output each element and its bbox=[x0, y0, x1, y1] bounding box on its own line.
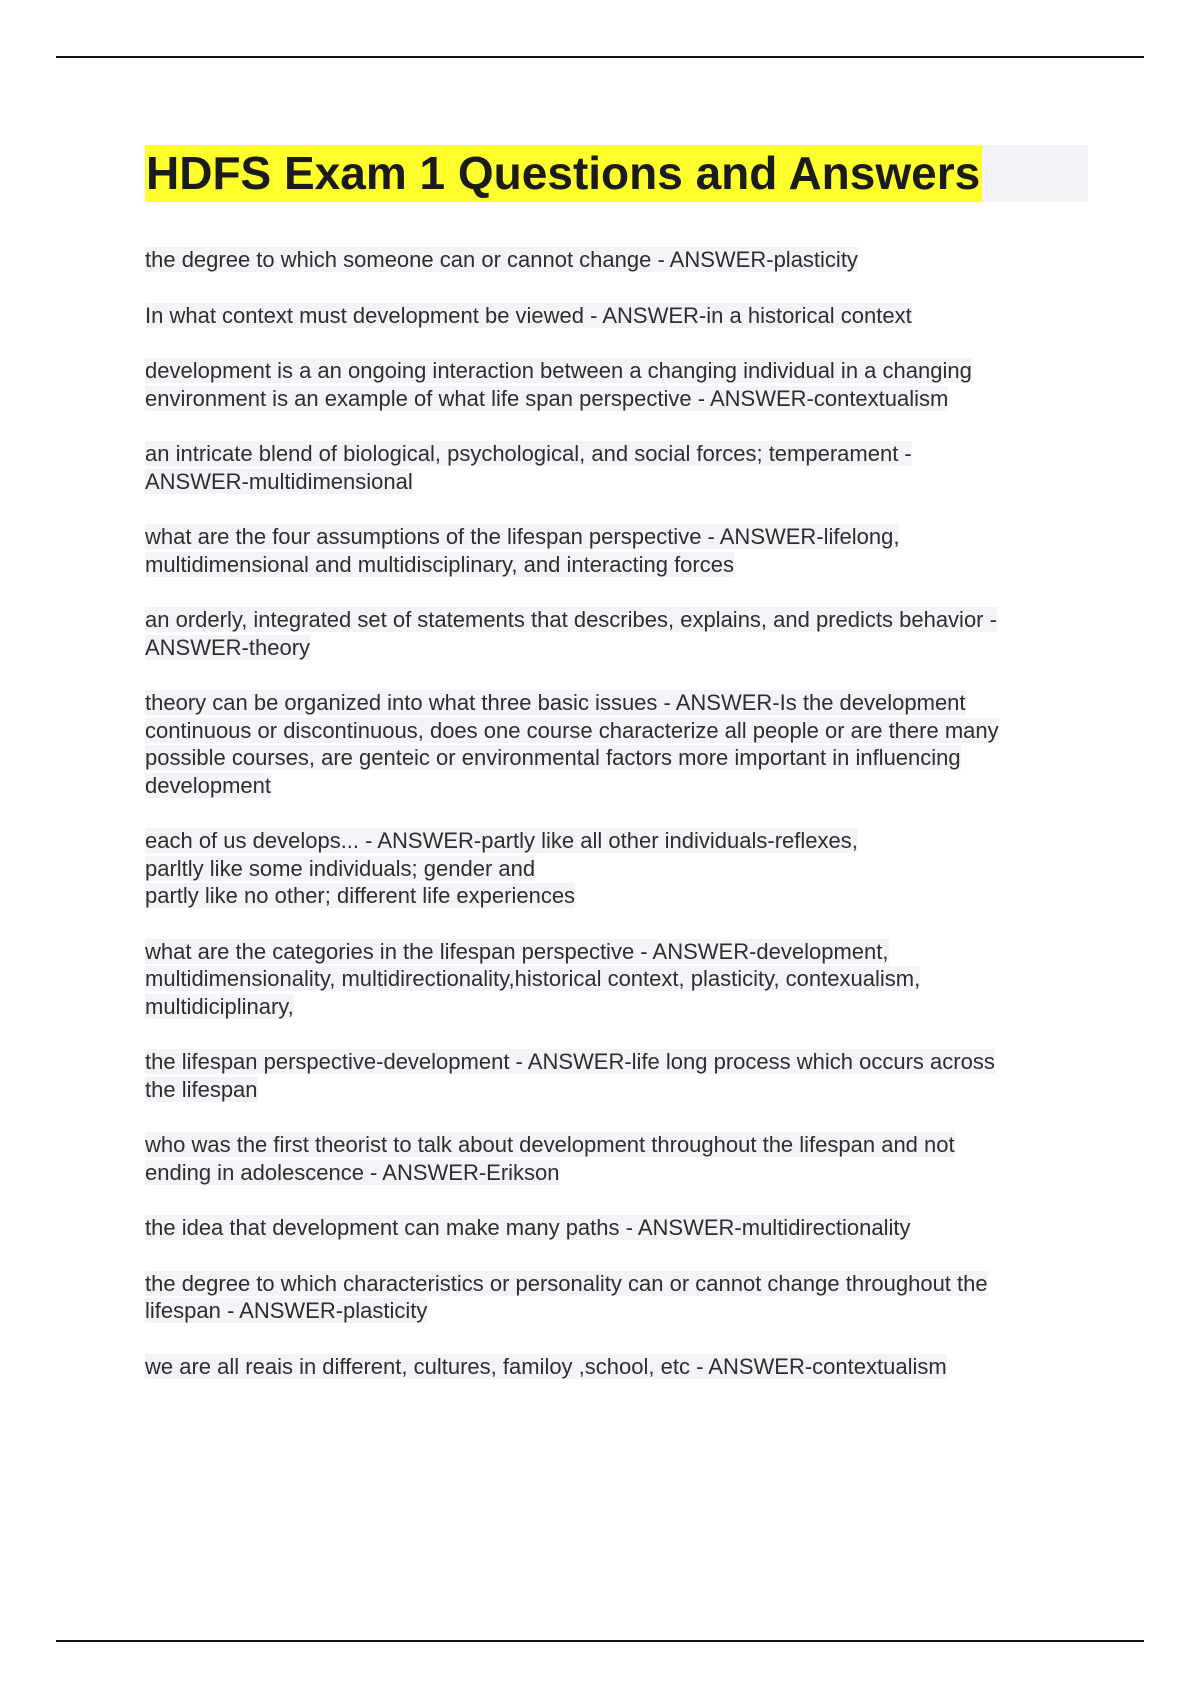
qa-line bbox=[145, 1270, 1095, 1298]
qa-line-text: development is a an ongoing interaction between a changing individual in a changing bbox=[145, 358, 972, 383]
qa-line-text: ending in adolescence - ANSWER-Erikson bbox=[145, 1159, 560, 1185]
document-title: HDFS Exam 1 Questions and Answers bbox=[145, 145, 982, 202]
qa-entry bbox=[145, 1353, 1095, 1381]
qa-entry bbox=[145, 246, 1095, 274]
qa-line-text: multidimensional and multidisciplinary, and interacting forces bbox=[145, 551, 734, 577]
qa-entry bbox=[145, 689, 1095, 799]
qa-line-text: possible courses, are genteic or environmental factors more important in influencing bbox=[145, 745, 961, 770]
qa-entry bbox=[145, 938, 1095, 1021]
qa-line-text: the lifespan bbox=[145, 1076, 258, 1102]
qa-line bbox=[145, 440, 1095, 468]
qa-line bbox=[145, 855, 1095, 883]
qa-line-text: environment is an example of what life span perspective - ANSWER-contextualism bbox=[145, 385, 949, 411]
qa-line-text: ANSWER-theory bbox=[145, 634, 311, 660]
qa-line-text: what are the categories in the lifespan perspective - ANSWER-development, bbox=[145, 938, 889, 964]
qa-line-text: the lifespan perspective-development - ANSWER-life long process which occurs across bbox=[145, 1049, 995, 1074]
qa-entry bbox=[145, 827, 1095, 910]
qa-line bbox=[145, 385, 1095, 413]
qa-entry bbox=[145, 1214, 1095, 1242]
qa-list bbox=[145, 246, 1095, 1408]
qa-line-text: continuous or discontinuous, does one course characterize all people or are there many bbox=[145, 717, 999, 743]
qa-line bbox=[145, 246, 1095, 274]
qa-entry bbox=[145, 523, 1095, 578]
qa-line bbox=[145, 1159, 1095, 1187]
bottom-rule bbox=[56, 1640, 1144, 1642]
qa-line bbox=[145, 357, 1095, 385]
qa-line-text: ANSWER-multidimensional bbox=[145, 468, 413, 494]
qa-line-text: multidiciplinary, bbox=[145, 993, 294, 1019]
qa-line-text: development bbox=[145, 772, 271, 798]
qa-line bbox=[145, 689, 1095, 717]
qa-line-text: we are all reais in different, cultures, familoy ,school, etc - ANSWER-contextualism bbox=[145, 1353, 947, 1379]
qa-line bbox=[145, 606, 1095, 634]
qa-line bbox=[145, 1214, 1095, 1242]
qa-line bbox=[145, 1131, 1095, 1159]
qa-line bbox=[145, 302, 1095, 330]
qa-entry bbox=[145, 1048, 1095, 1103]
qa-line bbox=[145, 772, 1095, 800]
qa-line bbox=[145, 1048, 1095, 1076]
qa-line bbox=[145, 993, 1095, 1021]
qa-entry bbox=[145, 440, 1095, 495]
title-block bbox=[145, 145, 1088, 202]
qa-line-text: an orderly, integrated set of statements that describes, explains, and predicts behavior - bbox=[145, 607, 997, 632]
qa-entry bbox=[145, 357, 1095, 412]
qa-line-text: parltly like some individuals; gender and bbox=[145, 855, 536, 881]
qa-line bbox=[145, 938, 1095, 966]
qa-line-text: partly like no other; different life experiences bbox=[145, 883, 576, 908]
qa-line-text: theory can be organized into what three basic issues - ANSWER-Is the development bbox=[145, 690, 966, 715]
qa-line bbox=[145, 717, 1095, 745]
qa-line bbox=[145, 634, 1095, 662]
qa-entry bbox=[145, 606, 1095, 661]
qa-line bbox=[145, 551, 1095, 579]
qa-line bbox=[145, 1076, 1095, 1104]
qa-line-text: In what context must development be viewed - ANSWER-in a historical context bbox=[145, 302, 912, 328]
qa-line bbox=[145, 1353, 1095, 1381]
qa-line-text: multidimensionality, multidirectionality,historical context, plasticity, contexualism, bbox=[145, 966, 921, 991]
qa-line-text: an intricate blend of biological, psychological, and social forces; temperament - bbox=[145, 441, 912, 466]
qa-line bbox=[145, 965, 1095, 993]
qa-line-text: the degree to which someone can or cannot change - ANSWER-plasticity bbox=[145, 247, 858, 272]
qa-entry bbox=[145, 302, 1095, 330]
qa-entry bbox=[145, 1270, 1095, 1325]
qa-line bbox=[145, 468, 1095, 496]
qa-line bbox=[145, 882, 1095, 910]
qa-line-text: what are the four assumptions of the lifespan perspective - ANSWER-lifelong, bbox=[145, 524, 900, 549]
qa-entry bbox=[145, 1131, 1095, 1186]
qa-line-text: the degree to which characteristics or personality can or cannot change throughout the bbox=[145, 1270, 988, 1296]
qa-line bbox=[145, 523, 1095, 551]
qa-line bbox=[145, 1297, 1095, 1325]
qa-line-text: the idea that development can make many paths - ANSWER-multidirectionality bbox=[145, 1215, 911, 1240]
qa-line-text: lifespan - ANSWER-plasticity bbox=[145, 1298, 428, 1323]
qa-line bbox=[145, 827, 1095, 855]
qa-line bbox=[145, 744, 1095, 772]
top-rule bbox=[56, 56, 1144, 58]
qa-line-text: each of us develops... - ANSWER-partly like all other individuals-reflexes, bbox=[145, 828, 858, 853]
qa-line-text: who was the first theorist to talk about development throughout the lifespan and not bbox=[145, 1132, 955, 1157]
